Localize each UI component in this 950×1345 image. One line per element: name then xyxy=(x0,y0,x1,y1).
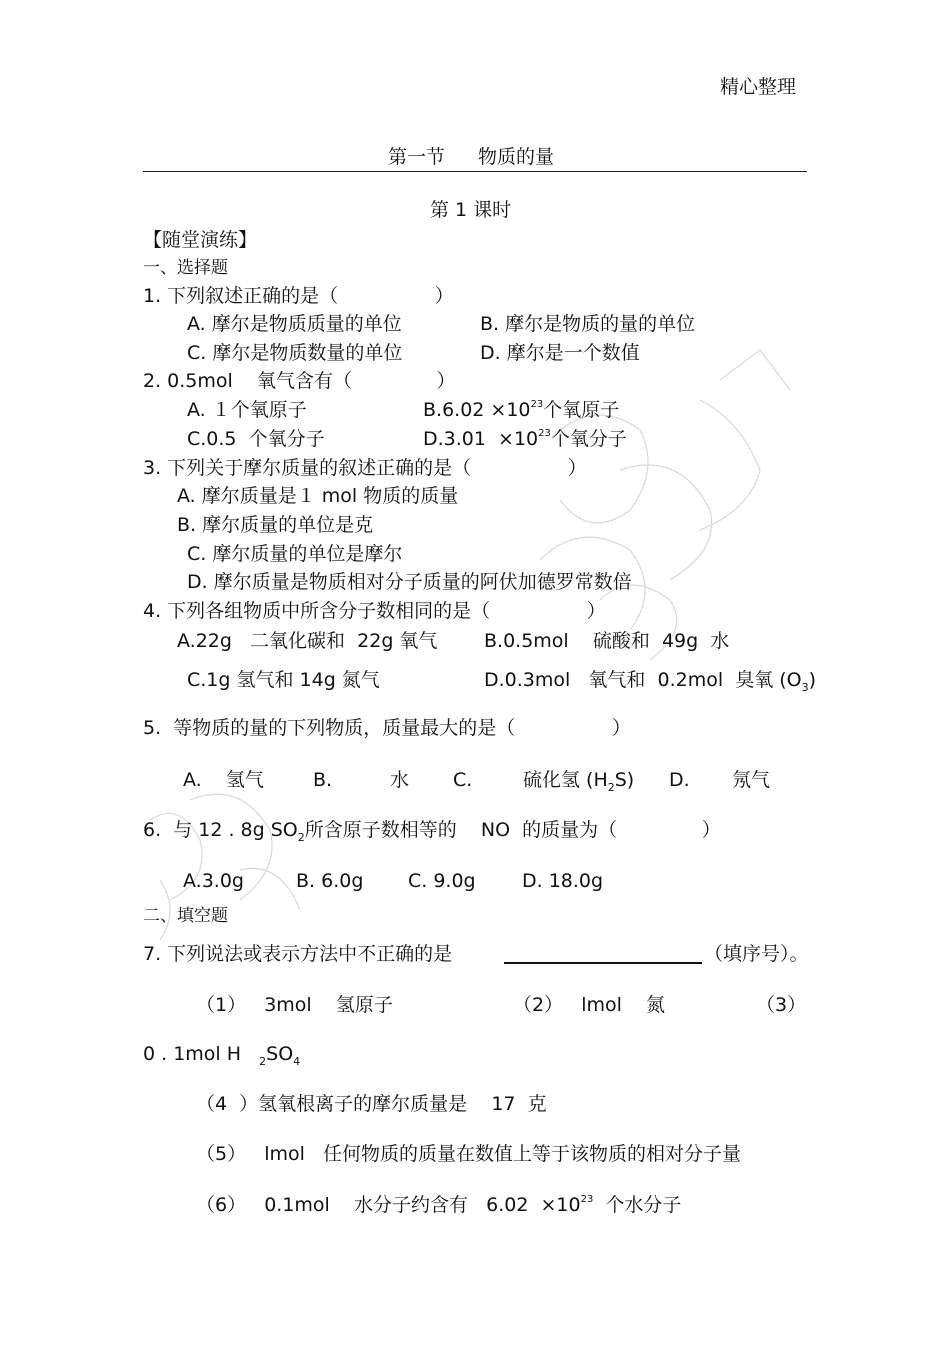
section-title: 物质的量 xyxy=(478,146,555,168)
q7-item-5: （5） lmol 任何物质的质量在数值上等于该物质的相对分子量 xyxy=(196,1143,742,1165)
q6-option-b: B. 6.0g xyxy=(296,870,364,892)
q7-item-4: （4 ）氢氧根离子的摩尔质量是 17 克 xyxy=(196,1093,547,1115)
q2-stem: 2. 0.5mol 氧气含有（ ） xyxy=(143,370,456,392)
q5-option-d-letter: D. xyxy=(669,769,690,791)
q2-option-a: A. １个氧原子 xyxy=(187,399,307,421)
q3-stem: 3. 下列关于摩尔质量的叙述正确的是（ ） xyxy=(143,457,587,479)
q6-option-d: D. 18.0g xyxy=(522,870,604,892)
q3-option-d: D. 摩尔质量是物质相对分子质量的阿伏加德罗常数倍 xyxy=(187,571,632,593)
q2-option-b: $B.6.02 \times 10^{23}$个氧原子 xyxy=(423,399,620,421)
q6-option-a: A.3.0g xyxy=(183,870,244,892)
q1-option-a: A. 摩尔是物质质量的单位 xyxy=(187,313,402,335)
lesson-title: 第 1 课时 xyxy=(430,199,512,221)
q2-option-d: $D.3.01 \times 10^{23}$个氧分子 xyxy=(423,428,627,450)
part2-heading: 二、填空题 xyxy=(143,906,228,926)
q7-item-6: （6） 0.1mol 水分子约含有 $6.02 \times 10^{23}$ 个水分子 xyxy=(196,1194,682,1216)
header-tag: 精心整理 xyxy=(720,76,797,98)
q4-option-b: B.0.5mol 硫酸和 49g 水 xyxy=(484,630,730,652)
q5-option-a: A. 氢气 xyxy=(183,769,264,791)
q5-option-c-text: 硫化氢 $(H_2S)$ xyxy=(523,769,635,794)
q6-stem: 6. 与 12 . 8g $SO_2$所含原子数相等的 NO 的质量为（ ） xyxy=(143,819,721,844)
part1-heading: 一、选择题 xyxy=(143,258,228,278)
title-rule xyxy=(143,171,807,172)
q4-option-d: D.0.3mol 氧气和 0.2mol 臭氧 $(O_3)$ xyxy=(484,669,817,694)
q5-option-d-text: 氖气 xyxy=(732,769,771,791)
q7-item-2: （2） lmol 氮 xyxy=(513,994,666,1016)
q5-option-b-letter: B. xyxy=(313,769,333,791)
q7-item-3: （3） xyxy=(756,994,807,1016)
exercise-heading: 【随堂演练】 xyxy=(143,229,258,251)
q1-option-d: D. 摩尔是一个数值 xyxy=(480,342,640,364)
q1-option-c: C. 摩尔是物质数量的单位 xyxy=(187,342,403,364)
q4-option-a: A.22g 二氧化碳和 22g 氧气 xyxy=(177,630,438,652)
q7-item-1: （1） 3mol 氢原子 xyxy=(196,994,393,1016)
q7-item-3-content: 0 . 1mol H $_2SO_4$ xyxy=(143,1043,301,1068)
q5-option-b-text: 水 xyxy=(390,769,410,791)
q1-option-b: B. 摩尔是物质的量的单位 xyxy=(480,313,696,335)
q7-stem: 7. 下列说法或表示方法中不正确的是 xyxy=(143,943,453,965)
q4-option-c: C.1g 氢气和 14g 氮气 xyxy=(187,669,380,691)
q4-stem: 4. 下列各组物质中所含分子数相同的是（ ） xyxy=(143,600,606,622)
q7-answer-blank[interactable] xyxy=(504,962,702,964)
q5-stem: 5. 等物质的量的下列物质，质量最大的是（ ） xyxy=(143,717,631,739)
section-number: 第一节 xyxy=(388,146,446,168)
q2-option-c: C.0.5 个氧分子 xyxy=(187,428,325,450)
q3-option-b: B. 摩尔质量的单位是克 xyxy=(177,514,374,536)
q5-option-c-letter: C. xyxy=(453,769,473,791)
q1-stem: 1. 下列叙述正确的是（ ） xyxy=(143,285,454,307)
q3-option-a: A. 摩尔质量是１ mol 物质的质量 xyxy=(177,485,459,507)
q6-option-c: C. 9.0g xyxy=(408,870,476,892)
q7-suffix: （填序号）。 xyxy=(704,943,809,965)
q3-option-c: C. 摩尔质量的单位是摩尔 xyxy=(187,543,403,565)
